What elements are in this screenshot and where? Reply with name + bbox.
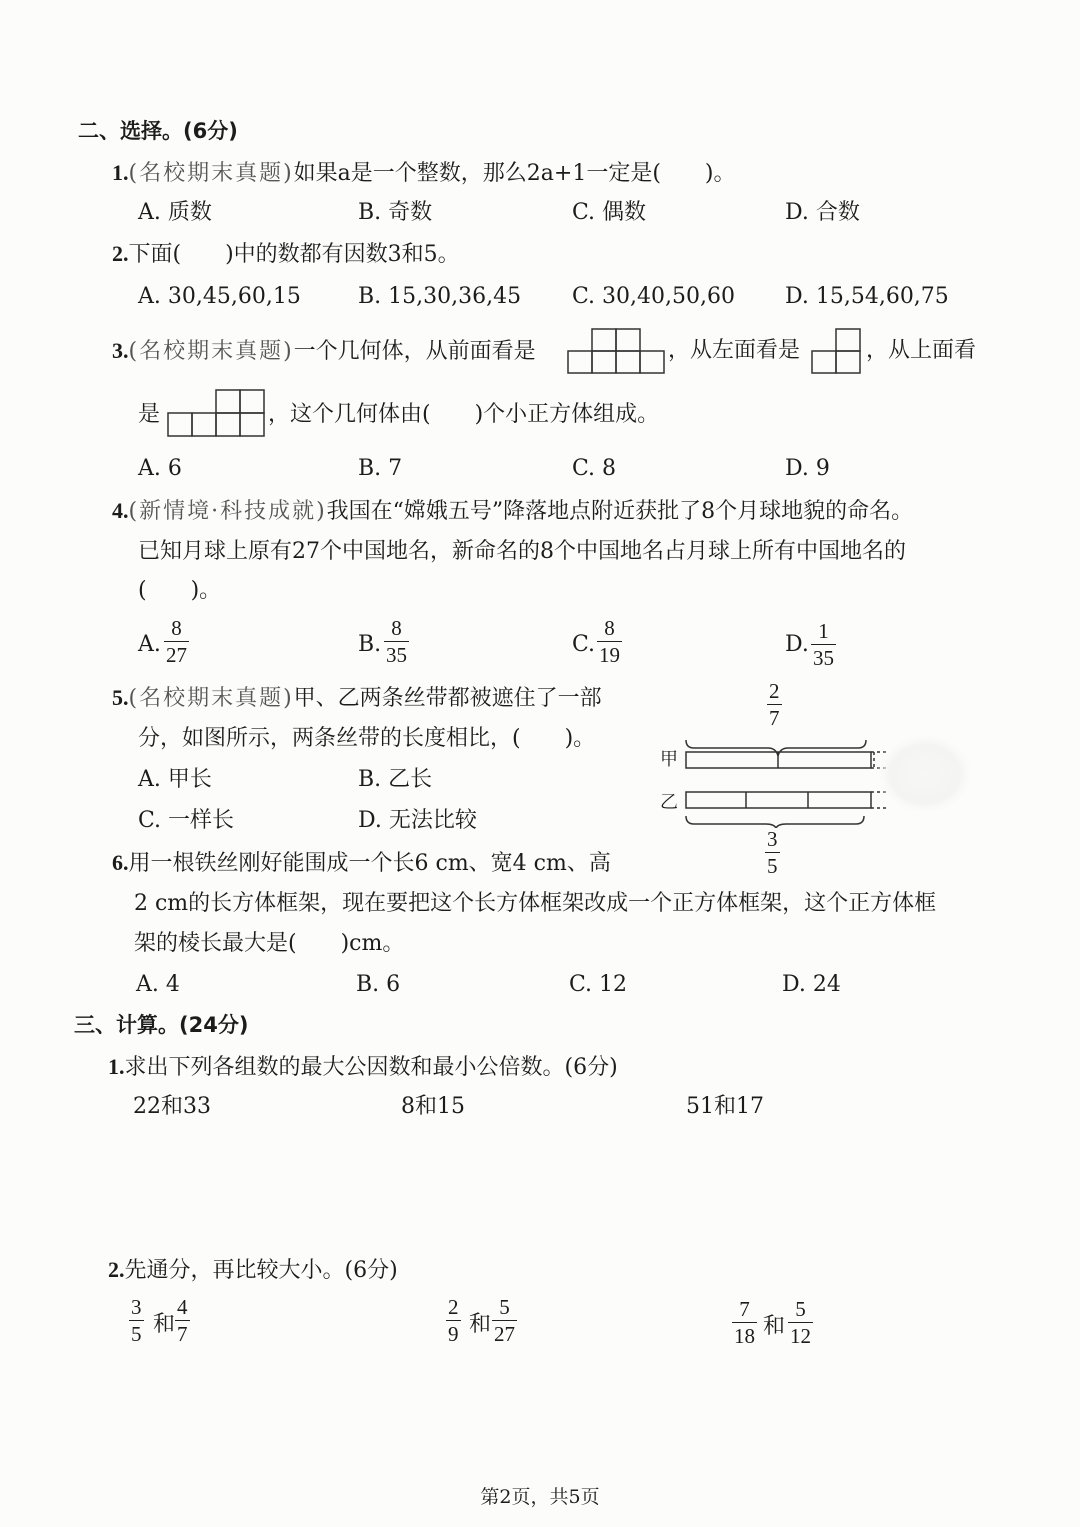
option-b-label[interactable]: B.: [358, 632, 382, 657]
option-c-label[interactable]: C.: [572, 632, 596, 657]
question-tag: (新情境·科技成就): [128, 499, 327, 524]
front-view-figure: [566, 327, 666, 375]
ribbon-label-jia: 甲: [660, 749, 678, 770]
question-text: 甲、乙两条丝带都被遮住了一部: [293, 686, 602, 711]
question-5-line-1: [112, 683, 602, 714]
option-d[interactable]: D. 合数: [785, 200, 860, 225]
question-number: 6.: [112, 850, 129, 875]
option-b[interactable]: B. 7: [358, 456, 403, 481]
question-4-line-2: 已知月球上原有27个中国地名，新命名的8个中国地名占月球上所有中国地名的: [138, 539, 906, 564]
question-6-line-1: [112, 848, 611, 879]
question-number: 4.: [112, 498, 129, 523]
pair-3-frac-b: 5 12: [790, 1297, 811, 1348]
question-4-line-3: ( )。: [138, 578, 222, 603]
option-c[interactable]: C. 一样长: [138, 808, 235, 833]
option-a[interactable]: A. 甲长: [138, 767, 212, 792]
option-c-fraction[interactable]: 8 19: [599, 616, 620, 667]
option-d-label[interactable]: D.: [785, 632, 809, 657]
question-number: 2.: [108, 1257, 125, 1282]
pair-2-frac-a: 2 9: [448, 1295, 459, 1346]
option-b[interactable]: B. 乙长: [358, 767, 433, 792]
option-c[interactable]: C. 偶数: [572, 200, 647, 225]
option-b[interactable]: B. 奇数: [358, 200, 433, 225]
calc-question-2: [108, 1255, 398, 1286]
ribbon-cover-blur: [875, 732, 975, 816]
calc-item-3: 51和17: [686, 1094, 764, 1119]
question-text: 一个几何体，从前面看是: [293, 339, 536, 364]
option-d[interactable]: D. 24: [782, 972, 841, 997]
option-d-fraction[interactable]: 1 35: [813, 619, 834, 670]
ribbon-figure: [680, 728, 980, 828]
option-c[interactable]: C. 12: [569, 972, 628, 997]
question-3-line-2b: ，这个几何体由( )个小正方体组成。: [268, 402, 660, 427]
question-text: 求出下列各组数的最大公因数和最小公倍数。(6分): [124, 1055, 618, 1080]
option-b[interactable]: B. 6: [356, 972, 401, 997]
question-4-line-1: [112, 496, 913, 527]
question-number: 3.: [112, 338, 129, 363]
question-tag: (名校期末真题): [128, 161, 294, 186]
ribbon-top-fraction: 2 7: [769, 679, 780, 730]
option-d[interactable]: D. 9: [785, 456, 830, 481]
pair-1-frac-b: 4 7: [177, 1295, 188, 1346]
question-6-line-3: 架的棱长最大是( )cm。: [134, 931, 405, 956]
question-3-line-2a: 是: [138, 402, 161, 427]
question-number: 2.: [112, 241, 129, 266]
option-a[interactable]: A. 6: [138, 456, 182, 481]
ribbon-bottom-fraction: 3 5: [767, 827, 778, 878]
option-a[interactable]: A. 质数: [138, 200, 212, 225]
question-text: 下面( )中的数都有因数3和5。: [128, 242, 460, 267]
option-a-fraction[interactable]: 8 27: [166, 616, 187, 667]
question-3-text-b: ，从左面看是: [668, 338, 801, 363]
option-a[interactable]: A. 4: [136, 972, 180, 997]
pair-3-joiner: 和: [763, 1314, 786, 1339]
question-tag: (名校期末真题): [128, 339, 294, 364]
question-text: 我国在“嫦娥五号”降落地点附近获批了8个月球地貌的命名。: [326, 499, 914, 524]
calc-question-1: [108, 1052, 618, 1083]
pair-1-joiner: 和: [153, 1312, 176, 1337]
page-footer: 第2页，共5页: [480, 1486, 600, 1508]
option-c[interactable]: C. 8: [572, 456, 617, 481]
option-d[interactable]: D. 15,54,60,75: [785, 284, 949, 309]
pair-1-frac-a: 3 5: [131, 1295, 142, 1346]
pair-2-joiner: 和: [469, 1312, 492, 1337]
question-number: 1.: [112, 160, 129, 185]
question-1: [112, 158, 736, 189]
question-5-line-2: 分，如图所示，两条丝带的长度相比，( )。: [138, 726, 596, 751]
option-a[interactable]: A. 30,45,60,15: [138, 284, 301, 309]
pair-3-frac-a: 7 18: [734, 1297, 755, 1348]
calc-item-1: 22和33: [133, 1094, 211, 1119]
option-c[interactable]: C. 30,40,50,60: [572, 284, 735, 309]
top-view-figure: [166, 388, 266, 438]
question-3-line-1: [112, 336, 536, 367]
calc-item-2: 8和15: [401, 1094, 465, 1119]
question-3-text-c: ，从上面看: [866, 338, 977, 363]
question-text: 用一根铁丝刚好能围成一个长6 cm、宽4 cm、高: [128, 851, 611, 876]
question-6-line-2: 2 cm的长方体框架，现在要把这个长方体框架改成一个正方体框架，这个正方体框: [134, 891, 937, 916]
left-view-figure: [810, 327, 862, 375]
option-b[interactable]: B. 15,30,36,45: [358, 284, 522, 309]
option-d[interactable]: D. 无法比较: [358, 808, 477, 833]
section-2-title: 二、选择。(6分): [78, 119, 238, 143]
question-text: 先通分，再比较大小。(6分): [124, 1258, 398, 1283]
ribbon-label-yi: 乙: [660, 792, 678, 813]
pair-2-frac-b: 5 27: [494, 1295, 515, 1346]
question-tag: (名校期末真题): [128, 686, 294, 711]
section-3-title: 三、计算。(24分): [74, 1013, 249, 1037]
question-number: 5.: [112, 685, 129, 710]
question-2: [112, 239, 460, 270]
question-number: 1.: [108, 1054, 125, 1079]
option-a-label[interactable]: A.: [138, 632, 161, 657]
option-b-fraction[interactable]: 8 35: [386, 616, 407, 667]
question-text: 如果a是一个整数，那么2a+1一定是( )。: [293, 161, 736, 186]
